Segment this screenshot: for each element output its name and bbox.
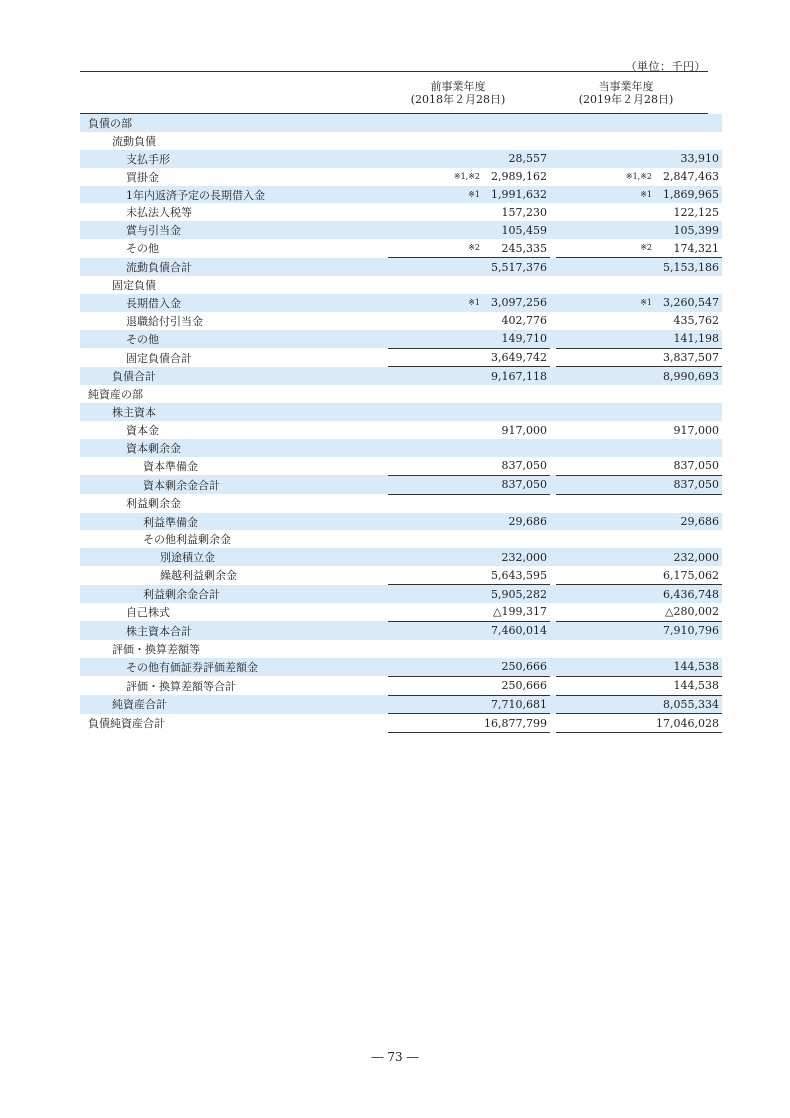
table-row	[80, 658, 722, 676]
prev-value: 5,517,376	[491, 260, 547, 274]
curr-value: ※1 1,869,965	[640, 188, 719, 201]
prev-value	[388, 494, 550, 512]
row-label: 買掛金	[126, 170, 159, 184]
table-row	[80, 494, 722, 512]
table-row	[80, 221, 722, 239]
table-row	[80, 385, 722, 403]
table-row	[80, 258, 722, 276]
prev-value: 9,167,118	[491, 369, 547, 383]
curr-value	[556, 385, 722, 403]
prev-value: 917,000	[501, 423, 547, 437]
prev-value: 149,710	[388, 330, 550, 348]
row-label: 資本剰余金	[126, 441, 181, 455]
row-label: 未払法人税等	[126, 206, 192, 220]
prev-period-date: (2018年２月28日)	[410, 93, 506, 106]
prev-value: 3,649,742	[388, 348, 550, 367]
row-label: 繰越利益剰余金	[160, 569, 237, 583]
table-row	[80, 312, 722, 330]
prev-value: ※1 3,097,256	[468, 296, 547, 310]
curr-value: 122,125	[673, 205, 719, 219]
prev-value: 837,050	[388, 457, 550, 475]
prev-value: 16,877,799	[388, 714, 550, 733]
row-label: 株主資本	[112, 406, 156, 420]
prev-value: ※1,※2 2,989,162	[453, 170, 547, 184]
table-row	[80, 203, 722, 221]
table-row	[80, 439, 722, 457]
prev-value: 28,557	[508, 152, 547, 166]
curr-value	[556, 276, 722, 294]
curr-value: ※1,※2 2,847,463	[625, 170, 719, 184]
curr-value: 232,000	[673, 550, 719, 564]
table-row	[80, 566, 722, 584]
curr-value	[556, 640, 722, 658]
table-row	[80, 168, 722, 186]
prev-value: 5,643,595	[388, 566, 550, 584]
prev-value	[388, 385, 550, 403]
curr-value: 837,050	[556, 457, 722, 475]
table-row	[80, 585, 722, 603]
row-label: 評価・換算差額等	[112, 642, 200, 656]
row-label: 自己株式	[126, 606, 170, 620]
prev-value: 7,710,681	[388, 695, 550, 714]
page-number: ― 73 ―	[371, 1050, 419, 1064]
curr-value: 33,910	[680, 152, 719, 166]
curr-value: 144,538	[556, 676, 722, 695]
curr-value	[556, 494, 722, 512]
prev-value: 157,230	[501, 205, 547, 219]
prev-period-title: 前事業年度	[430, 80, 486, 93]
table-row	[80, 475, 722, 494]
prev-value: 250,666	[388, 676, 550, 695]
prev-value: 5,905,282	[491, 587, 547, 601]
row-label: 資本金	[126, 424, 159, 438]
prev-value: 402,776	[501, 314, 547, 328]
prev-period-header	[378, 80, 538, 106]
table-row	[80, 603, 722, 621]
curr-value: 8,990,693	[663, 369, 719, 383]
curr-period-header	[546, 80, 706, 106]
curr-value: △280,002	[556, 603, 722, 621]
table-row	[80, 676, 722, 695]
curr-period-date: (2019年２月28日)	[578, 93, 674, 106]
curr-value	[556, 403, 722, 421]
prev-value	[388, 114, 550, 132]
curr-value: 6,436,748	[663, 587, 719, 601]
prev-value	[388, 530, 550, 548]
row-label: 別途積立金	[160, 551, 215, 565]
row-label: 退職給付引当金	[126, 314, 203, 328]
prev-value: 7,460,014	[491, 624, 547, 638]
curr-value: 8,055,334	[556, 695, 722, 714]
table-row	[80, 403, 722, 421]
curr-value: 917,000	[673, 423, 719, 437]
curr-value: ※2 174,321	[556, 239, 722, 257]
row-label: 資本準備金	[143, 460, 198, 474]
row-label: 1年内返済予定の長期借入金	[126, 188, 265, 202]
table-row	[80, 330, 722, 348]
row-label: 資本剰余金合計	[143, 478, 220, 492]
table-row	[80, 513, 722, 531]
curr-value: 435,762	[673, 314, 719, 328]
row-label: 株主資本合計	[126, 624, 192, 638]
curr-value	[556, 114, 722, 132]
row-label: 賞与引当金	[126, 224, 181, 238]
curr-value: 837,050	[556, 475, 722, 494]
row-label: 固定負債合計	[126, 351, 192, 365]
row-label: 支払手形	[126, 152, 170, 166]
curr-value: 17,046,028	[556, 714, 722, 733]
balance-sheet-table	[80, 114, 722, 733]
row-label: 長期借入金	[126, 296, 181, 310]
row-label: 評価・換算差額等合計	[126, 679, 236, 693]
table-row	[80, 239, 722, 257]
top-rule	[80, 71, 708, 72]
prev-value	[388, 132, 550, 150]
table-row	[80, 132, 722, 150]
row-label: 負債純資産合計	[88, 717, 165, 731]
row-label: その他有価証券評価差額金	[126, 660, 258, 674]
table-row	[80, 294, 722, 312]
row-label: その他利益剰余金	[143, 533, 231, 547]
curr-value: 141,198	[556, 330, 722, 348]
table-row	[80, 421, 722, 439]
prev-value: △199,317	[388, 603, 550, 621]
prev-value: ※2 245,335	[388, 239, 550, 257]
curr-value	[556, 530, 722, 548]
row-label: 流動負債	[112, 134, 156, 148]
row-label: 利益剰余金合計	[143, 587, 220, 601]
row-label: 純資産の部	[88, 388, 143, 402]
table-row	[80, 640, 722, 658]
table-row	[80, 367, 722, 385]
curr-period-title: 当事業年度	[598, 80, 654, 93]
prev-value	[388, 640, 550, 658]
table-row	[80, 150, 722, 168]
table-row	[80, 348, 722, 367]
table-row	[80, 714, 722, 733]
prev-value: 105,459	[501, 223, 547, 237]
prev-value: ※1 1,991,632	[468, 188, 547, 201]
table-row	[80, 530, 722, 548]
prev-value	[388, 276, 550, 294]
row-label: 負債の部	[88, 116, 132, 130]
curr-value: 144,538	[556, 658, 722, 676]
row-label: 純資産合計	[112, 698, 167, 712]
row-label: その他	[126, 242, 159, 256]
row-label: その他	[126, 332, 159, 346]
curr-value: 3,837,507	[556, 348, 722, 367]
curr-value: 105,399	[673, 223, 719, 237]
prev-value	[388, 403, 550, 421]
table-row	[80, 457, 722, 475]
prev-value: 250,666	[388, 658, 550, 676]
table-row	[80, 548, 722, 566]
row-label: 固定負債	[112, 278, 156, 292]
prev-value: 837,050	[388, 475, 550, 494]
table-row	[80, 621, 722, 639]
curr-value: 29,686	[680, 515, 719, 529]
table-row	[80, 276, 722, 294]
prev-value: 29,686	[508, 515, 547, 529]
curr-value: ※1 3,260,547	[640, 296, 719, 310]
prev-value: 232,000	[501, 550, 547, 564]
table-row	[80, 114, 722, 132]
row-label: 流動負債合計	[126, 260, 192, 274]
row-label: 負債合計	[112, 370, 156, 384]
unit-label: （単位：千円）	[625, 60, 706, 73]
curr-value: 6,175,062	[556, 566, 722, 584]
table-row	[80, 186, 722, 204]
table-row	[80, 695, 722, 714]
row-label: 利益準備金	[143, 515, 198, 529]
prev-value	[388, 439, 550, 457]
curr-value	[556, 439, 722, 457]
curr-value	[556, 132, 722, 150]
curr-value: 5,153,186	[663, 260, 719, 274]
curr-value: 7,910,796	[663, 624, 719, 638]
row-label: 利益剰余金	[126, 497, 181, 511]
